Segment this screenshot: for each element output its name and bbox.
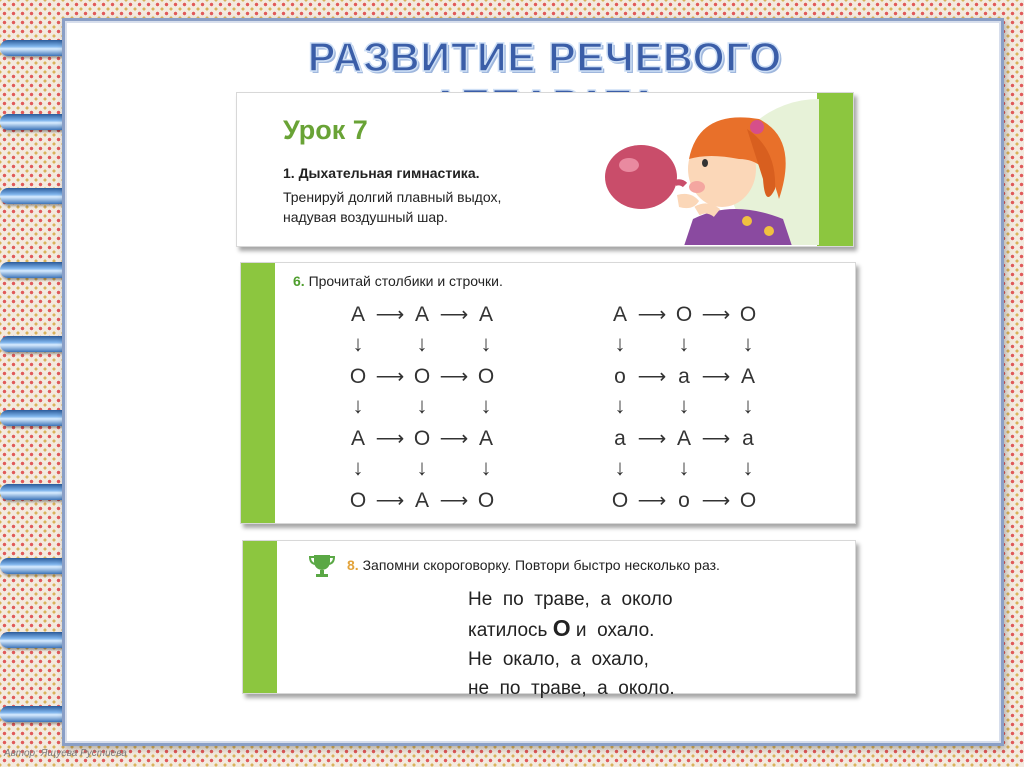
lesson-title: Урок 7 [283, 115, 368, 145]
arrow-down-icon: ↓ [352, 393, 364, 418]
task1-line2: надувая воздушный шар. [283, 209, 448, 225]
task8-instruction [347, 557, 720, 573]
grid-letter: А [612, 303, 627, 326]
arrow-right-icon: ⟶ [439, 428, 469, 450]
task1-text [283, 187, 563, 227]
grid-letter: О [675, 303, 693, 326]
green-stripe [817, 93, 853, 246]
arrow-down-icon: ↓ [614, 455, 626, 480]
grid-letter: а [614, 427, 626, 450]
grid-letter: а [678, 365, 690, 388]
poem-line-4: не по траве, а около. [468, 678, 675, 699]
arrow-down-icon: ↓ [614, 331, 626, 356]
task1-number: 1. [283, 165, 295, 181]
task1-line1: Тренируй долгий плавный выдох, [283, 189, 502, 205]
grid-letter: А [350, 427, 365, 450]
grid-letter: О [477, 489, 495, 512]
grid-letter: О [349, 365, 367, 388]
slide-title: РАЗВИТИЕ РЕЧЕВОГО [307, 34, 783, 80]
task8-number: 8. [347, 557, 359, 573]
grid-letter: А [676, 427, 691, 450]
arrow-right-icon: ⟶ [375, 490, 405, 512]
arrow-down-icon: ↓ [416, 393, 428, 418]
arrow-down-icon: ↓ [678, 393, 690, 418]
poem-big-letter: О [552, 615, 571, 641]
poem-line-2-end: и охало. [570, 620, 655, 641]
arrow-right-icon: ⟶ [439, 304, 469, 326]
arrow-down-icon: ↓ [742, 331, 754, 356]
arrow-right-icon: ⟶ [701, 304, 731, 326]
arrow-down-icon: ↓ [742, 393, 754, 418]
arrow-right-icon: ⟶ [637, 304, 667, 326]
trophy-icon [309, 553, 335, 577]
arrow-down-icon: ↓ [678, 455, 690, 480]
grid-letter: А [350, 303, 365, 326]
grid-letter: А [478, 303, 493, 326]
green-stripe [243, 541, 277, 693]
grid-letter: А [414, 303, 429, 326]
arrow-down-icon: ↓ [614, 393, 626, 418]
arrow-down-icon: ↓ [352, 331, 364, 356]
reading-card [240, 262, 856, 524]
grid-letter: О [413, 427, 431, 450]
poem-line-2 [468, 614, 675, 645]
arrow-right-icon: ⟶ [439, 490, 469, 512]
task6-instruction [293, 273, 503, 289]
task8-text: Запомни скороговорку. Повтори быстро несколько раз. [362, 557, 720, 573]
arrow-down-icon: ↓ [678, 331, 690, 356]
arrow-down-icon: ↓ [480, 331, 492, 356]
task6-number: 6. [293, 273, 305, 289]
arrow-down-icon: ↓ [416, 455, 428, 480]
poem-line-1: Не по траве, а около [468, 589, 673, 610]
girl-balloon-illustration [597, 99, 819, 245]
grid-letter: А [740, 365, 755, 388]
grid-letter: о [678, 489, 690, 512]
arrow-right-icon: ⟶ [375, 304, 405, 326]
arrow-right-icon: ⟶ [637, 490, 667, 512]
author-signature: Автор: Ящуева Рустиева [4, 748, 127, 759]
arrow-right-icon: ⟶ [701, 366, 731, 388]
task1-heading [283, 165, 480, 181]
grid-letter: О [349, 489, 367, 512]
grid-letter: А [478, 427, 493, 450]
grid-letter: О [739, 303, 757, 326]
grid-letter: о [614, 365, 626, 388]
tongue-twister-card [242, 540, 856, 699]
grid-letter: А [414, 489, 429, 512]
grid-letter: О [739, 489, 757, 512]
grid-letter: а [742, 427, 754, 450]
arrow-right-icon: ⟶ [375, 366, 405, 388]
task6-text: Прочитай столбики и строчки. [308, 273, 503, 289]
grid-letter: О [611, 489, 629, 512]
arrow-down-icon: ↓ [480, 455, 492, 480]
arrow-right-icon: ⟶ [637, 428, 667, 450]
grid-letter: О [413, 365, 431, 388]
poem-line-2-start: катилось [468, 620, 553, 641]
arrow-down-icon: ↓ [416, 331, 428, 356]
tongue-twister-text [468, 585, 675, 703]
arrow-down-icon: ↓ [352, 455, 364, 480]
arrow-down-icon: ↓ [742, 455, 754, 480]
lesson-card [236, 92, 854, 247]
arrow-right-icon: ⟶ [375, 428, 405, 450]
arrow-right-icon: ⟶ [637, 366, 667, 388]
task1-heading-text: Дыхательная гимнастика. [298, 165, 480, 181]
green-stripe [241, 263, 275, 523]
grid-letter: О [477, 365, 495, 388]
arrow-right-icon: ⟶ [701, 428, 731, 450]
arrow-right-icon: ⟶ [701, 490, 731, 512]
arrow-right-icon: ⟶ [439, 366, 469, 388]
arrow-down-icon: ↓ [480, 393, 492, 418]
poem-line-3: Не окало, а охало, [468, 649, 649, 670]
